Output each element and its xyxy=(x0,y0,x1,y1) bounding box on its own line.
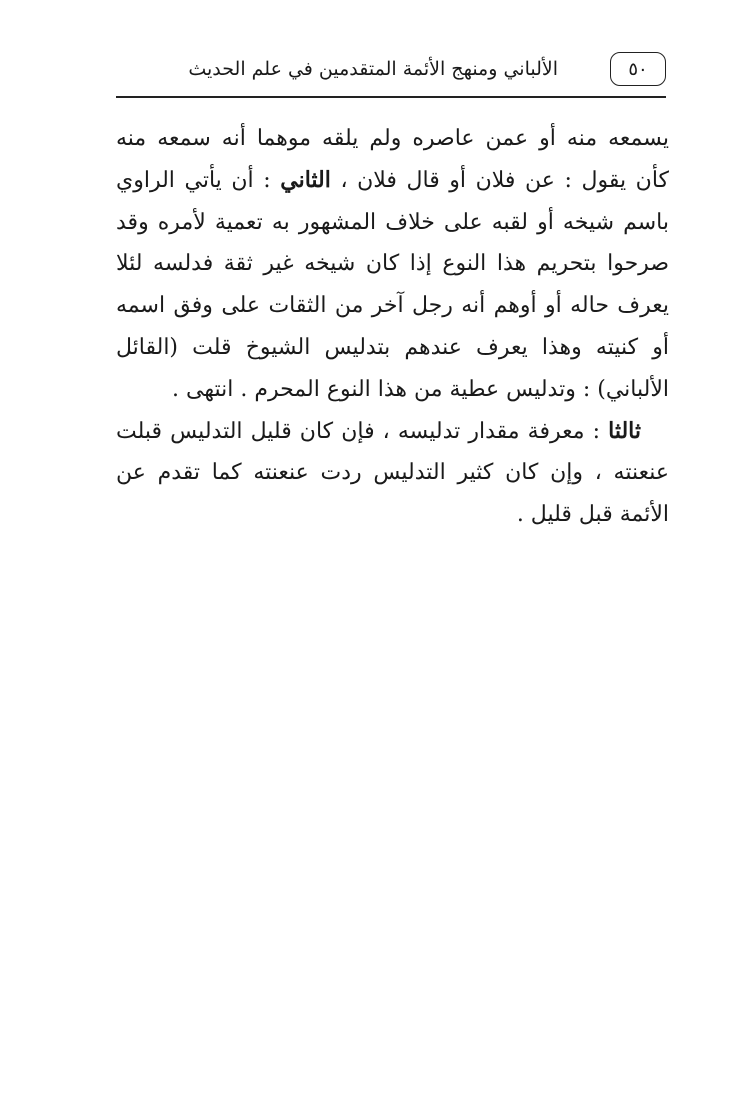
paragraph-1-text-start: يسمعه منه أو عمن عاصره ولم يلقه موهما أنه سمعه منه كأن يقول : عن فلان أو قال فلان ، xyxy=(116,126,669,193)
term-al-thani: الثاني xyxy=(280,166,331,193)
paragraph-1-text-end: : أن يأتي الراوي باسم شيخه أو لقبه على خلاف المشهور به تعمية لأمره وقد صرحوا بتحريم هذا النوع إذا كان شيخه غير ثقة فدلسه لئلا يعرف حاله أو أوهم أنه رجل آخر من الثقات على وفق اسمه أو كنيته وهذا يعرف عندهم بتدليس الشيوخ قلت (القائل الألباني) : وتدليس عطية من هذا النوع المحرم . انتهى . xyxy=(116,167,669,402)
paragraph-2 xyxy=(116,411,669,536)
running-title: الألباني ومنهج الأئمة المتقدمين في علم الحديث xyxy=(188,58,558,80)
paragraph-2-text: : معرفة مقدار تدليسه ، فإن كان قليل التدليس قبلت عنعنته ، وإن كان كثير التدليس ردت عنعنته كما تقدم عن الأئمة قبل قليل . xyxy=(116,418,669,528)
page-number: ٥٠ xyxy=(628,58,648,80)
page-header xyxy=(116,50,666,100)
paragraph-1 xyxy=(116,118,669,411)
page-number-box xyxy=(610,52,666,86)
header-rule xyxy=(116,96,666,98)
body-text xyxy=(116,118,669,536)
term-thalithan: ثالثا xyxy=(608,417,641,444)
